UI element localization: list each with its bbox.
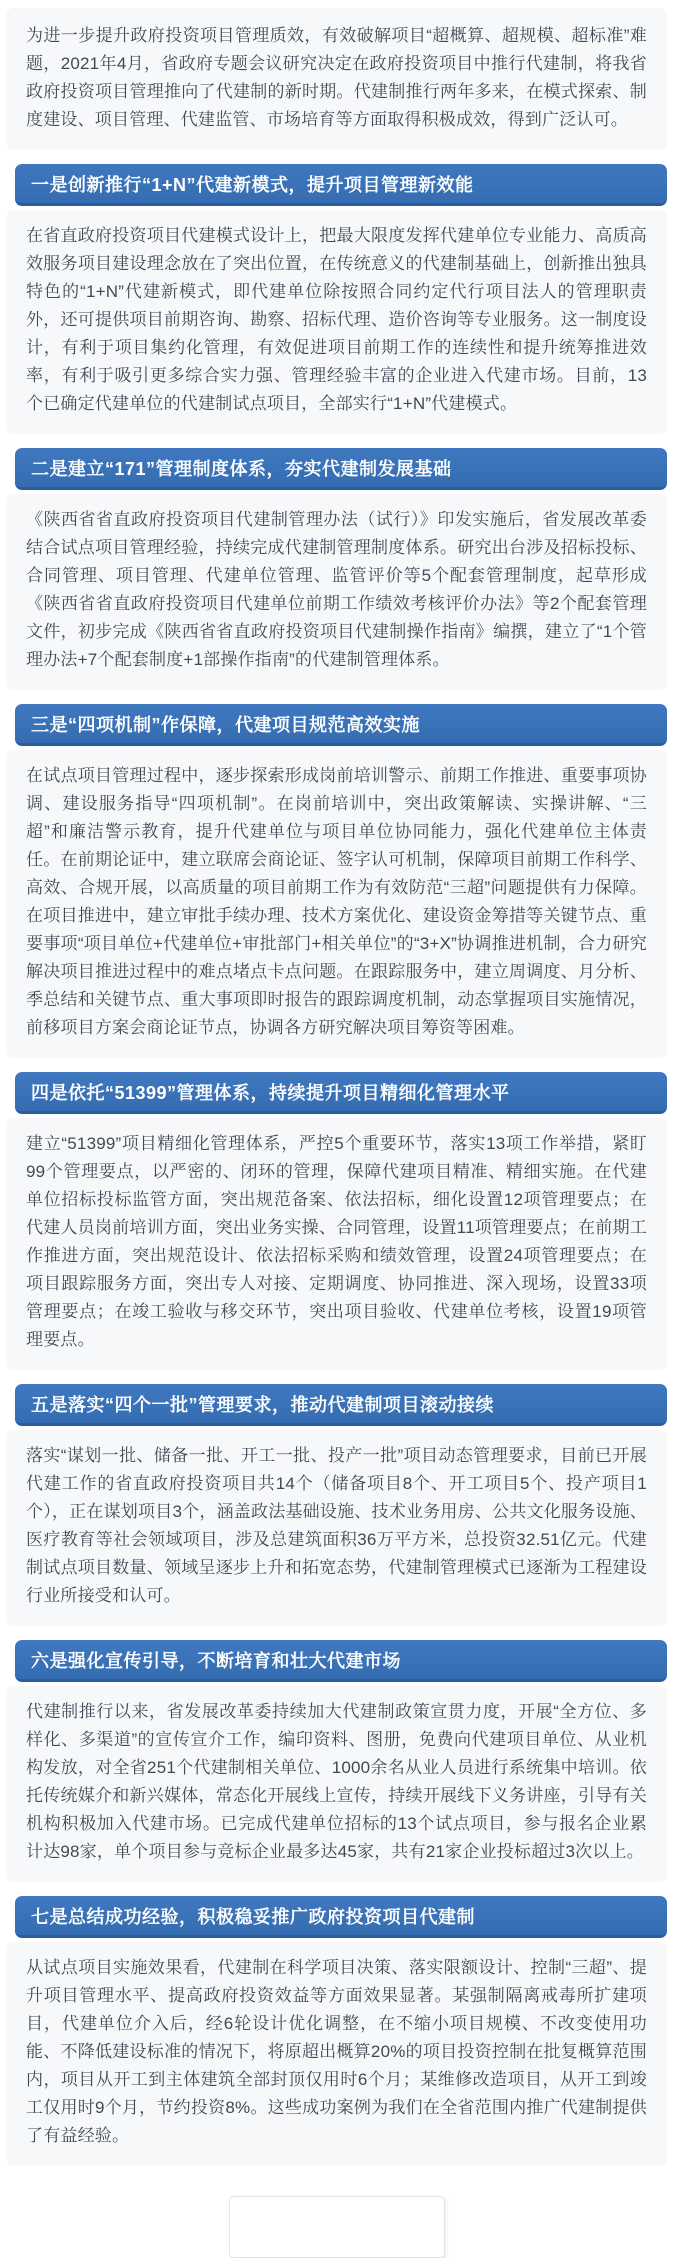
section-5: [0, 1384, 673, 1626]
section-4-body: 建立“51399”项目精细化管理体系，严控5个重要环节，落实13项工作举措，紧盯99个管理要点，以严密的、闭环的管理，保障代建项目精准、精细实施。在代建单位招标投标监管方面，突出规范备案、依法招标，细化设置12项管理要点；在代建人员岗前培训方面，突出业务实操、合同管理，设置11项管理要点；在前期工作推进方面，突出规范设计、依法招标采购和绩效管理，设置24项管理要点；在项目跟踪服务方面，突出专人对接、定期调度、协同推进、深入现场，设置33项管理要点；在竣工验收与移交环节，突出项目验收、代建单位考核，设置19项管理要点。: [6, 1118, 667, 1370]
section-7-title: 七是总结成功经验，积极稳妥推广政府投资项目代建制: [15, 1896, 667, 1938]
section-2: [0, 448, 673, 690]
section-1-body: 在省直政府投资项目代建模式设计上，把最大限度发挥代建单位专业能力、高质高效服务项目建设理念放在了突出位置，在传统意义的代建制基础上，创新推出独具特色的“1+N”代建新模式，即代建单位除按照合同约定代行项目法人的管理职责外，还可提供项目前期咨询、勘察、招标代理、造价咨询等专业服务。这一制度设计，有利于项目集约化管理，有效促进项目前期工作的连续性和提升统筹推进效率，有利于吸引更多综合实力强、管理经验丰富的企业进入代建市场。目前，13个已确定代建单位的代建制试点项目，全部实行“1+N”代建模式。: [6, 210, 667, 434]
section-1-title: 一是创新推行“1+N”代建新模式，提升项目管理新效能: [15, 164, 667, 206]
section-5-title: 五是落实“四个一批”管理要求，推动代建制项目滚动接续: [15, 1384, 667, 1426]
section-6-body: 代建制推行以来，省发展改革委持续加大代建制政策宣贯力度，开展“全方位、多样化、多渠道”的宣传宣介工作，编印资料、图册，免费向代建项目单位、从业机构发放，对全省251个代建制相关单位、1000余名从业人员进行系统集中培训。依托传统媒介和新兴媒体，常态化开展线上宣传，持续开展线下义务讲座，引导有关机构积极加入代建市场。已完成代建单位招标的13个试点项目，参与报名企业累计达98家，单个项目参与竞标企业最多达45家，共有21家企业投标超过3次以上。: [6, 1686, 667, 1882]
section-6-title: 六是强化宣传引导，不断培育和壮大代建市场: [15, 1640, 667, 1682]
intro-paragraph: 为进一步提升政府投资项目管理质效，有效破解项目“超概算、超规模、超标准”难题，2021年4月，省政府专题会议研究决定在政府投资项目中推行代建制，将我省政府投资项目管理推向了代建制的新时期。代建制推行两年多来，在模式探索、制度建设、项目管理、代建监管、市场培育等方面取得积极成效，得到广泛认可。: [6, 8, 667, 150]
section-2-title: 二是建立“171”管理制度体系，夯实代建制发展基础: [15, 448, 667, 490]
section-2-body: 《陕西省省直政府投资项目代建制管理办法（试行）》印发实施后，省发展改革委结合试点项目管理经验，持续完成代建制管理制度体系。研究出台涉及招标投标、合同管理、项目管理、代建单位管理、监管评价等5个配套管理制度，起草形成《陕西省省直政府投资项目代建单位前期工作绩效考核评价办法》等2个配套管理文件，初步完成《陕西省省直政府投资项目代建制操作指南》编撰，建立了“1个管理办法+7个配套制度+1部操作指南”的代建制管理体系。: [6, 494, 667, 690]
bottom-card-cutoff[interactable]: [229, 2196, 445, 2258]
section-4-title: 四是依托“51399”管理体系，持续提升项目精细化管理水平: [15, 1072, 667, 1114]
section-7-body: 从试点项目实施效果看，代建制在科学项目决策、落实限额设计、控制“三超”、提升项目管理水平、提高政府投资效益等方面效果显著。某强制隔离戒毒所扩建项目，代建单位介入后，经6轮设计优化调整，在不缩小项目规模、不改变使用功能、不降低建设标准的情况下，将原超出概算20%的项目投资控制在批复概算范围内，项目从开工到主体建筑全部封顶仅用时6个月；某维修改造项目，从开工到竣工仅用时9个月，节约投资8%。这些成功案例为我们在全省范围内推广代建制提供了有益经验。: [6, 1942, 667, 2166]
section-7: [0, 1896, 673, 2166]
section-3-title: 三是“四项机制”作保障，代建项目规范高效实施: [15, 704, 667, 746]
section-3: [0, 704, 673, 1058]
section-1: [0, 164, 673, 434]
section-5-body: 落实“谋划一批、储备一批、开工一批、投产一批”项目动态管理要求，目前已开展代建工作的省直政府投资项目共14个（储备项目8个、开工项目5个、投产项目1个），正在谋划项目3个，涵盖政法基础设施、技术业务用房、公共文化服务设施、医疗教育等社会领域项目，涉及总建筑面积36万平方米，总投资32.51亿元。代建制试点项目数量、领域呈逐步上升和拓宽态势，代建制管理模式已逐渐为工程建设行业所接受和认可。: [6, 1430, 667, 1626]
section-6: [0, 1640, 673, 1882]
section-4: [0, 1072, 673, 1370]
section-3-body: 在试点项目管理过程中，逐步探索形成岗前培训警示、前期工作推进、重要事项协调、建设服务指导“四项机制”。在岗前培训中，突出政策解读、实操讲解、“三超”和廉洁警示教育，提升代建单位与项目单位协同能力，强化代建单位主体责任。在前期论证中，建立联席会商论证、签字认可机制，保障项目前期工作科学、高效、合规开展，以高质量的项目前期工作为有效防范“三超”问题提供有力保障。在项目推进中，建立审批手续办理、技术方案优化、建设资金筹措等关键节点、重要事项“项目单位+代建单位+审批部门+相关单位”的“3+X”协调推进机制，合力研究解决项目推进过程中的难点堵点卡点问题。在跟踪服务中，建立周调度、月分析、季总结和关键节点、重大事项即时报告的跟踪调度机制，动态掌握项目实施情况，前移项目方案会商论证节点，协调各方研究解决项目筹资等困难。: [6, 750, 667, 1058]
